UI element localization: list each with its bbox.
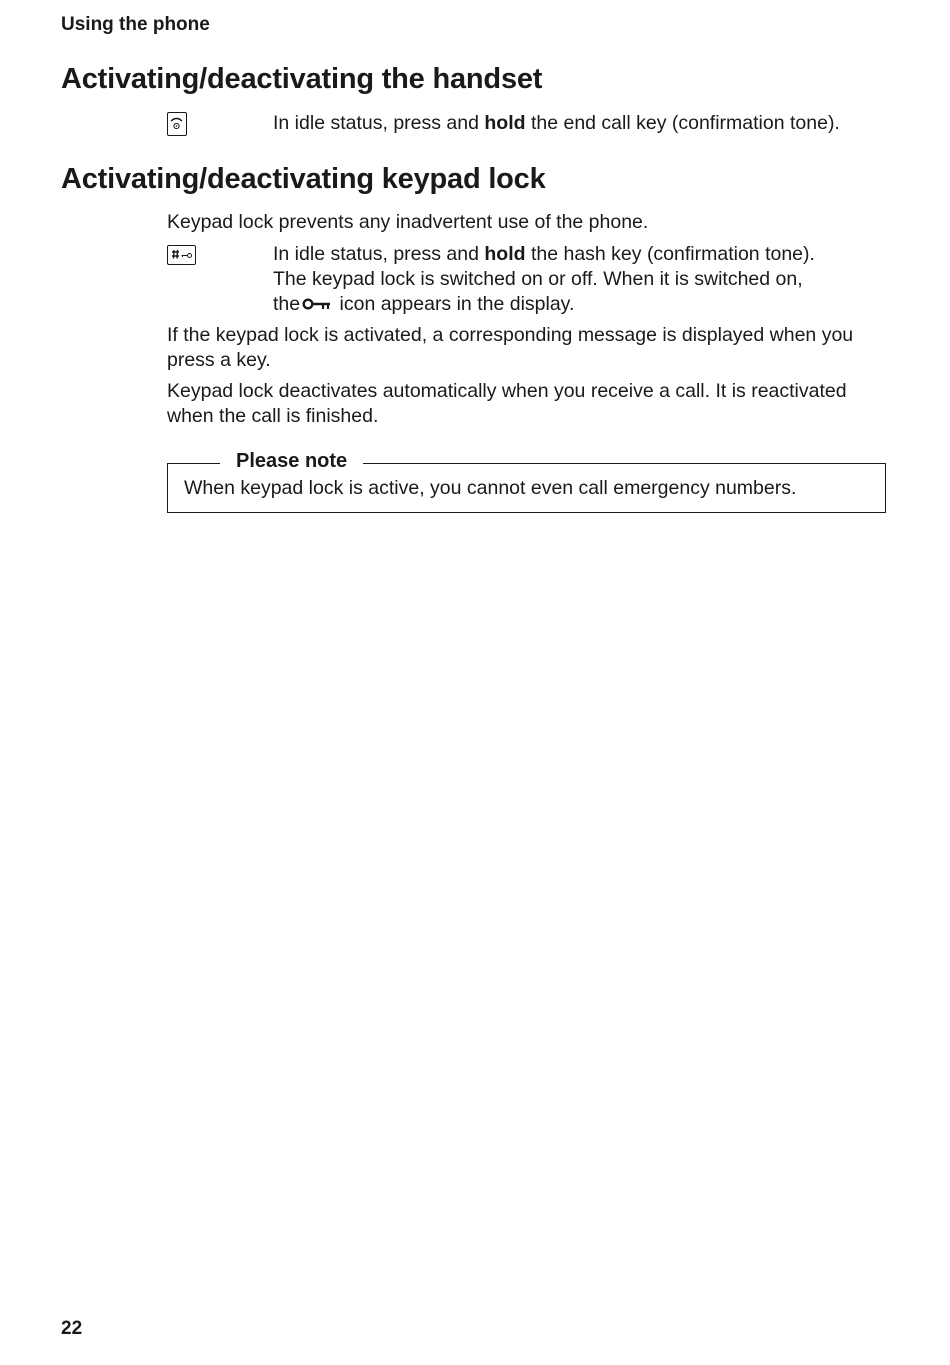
page-number: 22: [61, 1318, 83, 1339]
key-lock-icon: [302, 294, 332, 319]
paragraph-line: Keypad lock deactivates automatically when you receive a call. It is reactivated: [167, 380, 847, 402]
hash-key-icon: [167, 245, 196, 265]
instruction-line-2: The keypad lock is switched on or off. When it is switched on,: [273, 268, 803, 290]
section-title-keypad-lock: Activating/deactivating keypad lock: [61, 163, 546, 195]
please-note-text: When keypad lock is active, you cannot even call emergency numbers.: [184, 477, 797, 499]
paragraph-line: press a key.: [167, 349, 271, 371]
keypad-lock-auto-paragraph: [167, 379, 847, 429]
paragraph-line: when the call is finished.: [167, 405, 379, 427]
keypad-lock-message-paragraph: [167, 323, 853, 373]
instruction-line-1: In idle status, press and hold the hash key (confirmation tone).: [273, 243, 815, 265]
keypad-lock-intro: Keypad lock prevents any inadvertent use of the phone.: [167, 211, 649, 233]
end-call-key-icon: [167, 112, 187, 136]
please-note-label: Please note: [220, 450, 363, 473]
section-title-handset: Activating/deactivating the handset: [61, 63, 543, 95]
keypad-lock-instruction: [273, 242, 815, 319]
instruction-line-3: the icon appears in the display.: [273, 292, 815, 319]
handset-instruction: In idle status, press and hold the end call key (confirmation tone).: [273, 112, 840, 134]
running-header: Using the phone: [61, 14, 210, 35]
paragraph-line: If the keypad lock is activated, a corresponding message is displayed when you: [167, 324, 854, 346]
